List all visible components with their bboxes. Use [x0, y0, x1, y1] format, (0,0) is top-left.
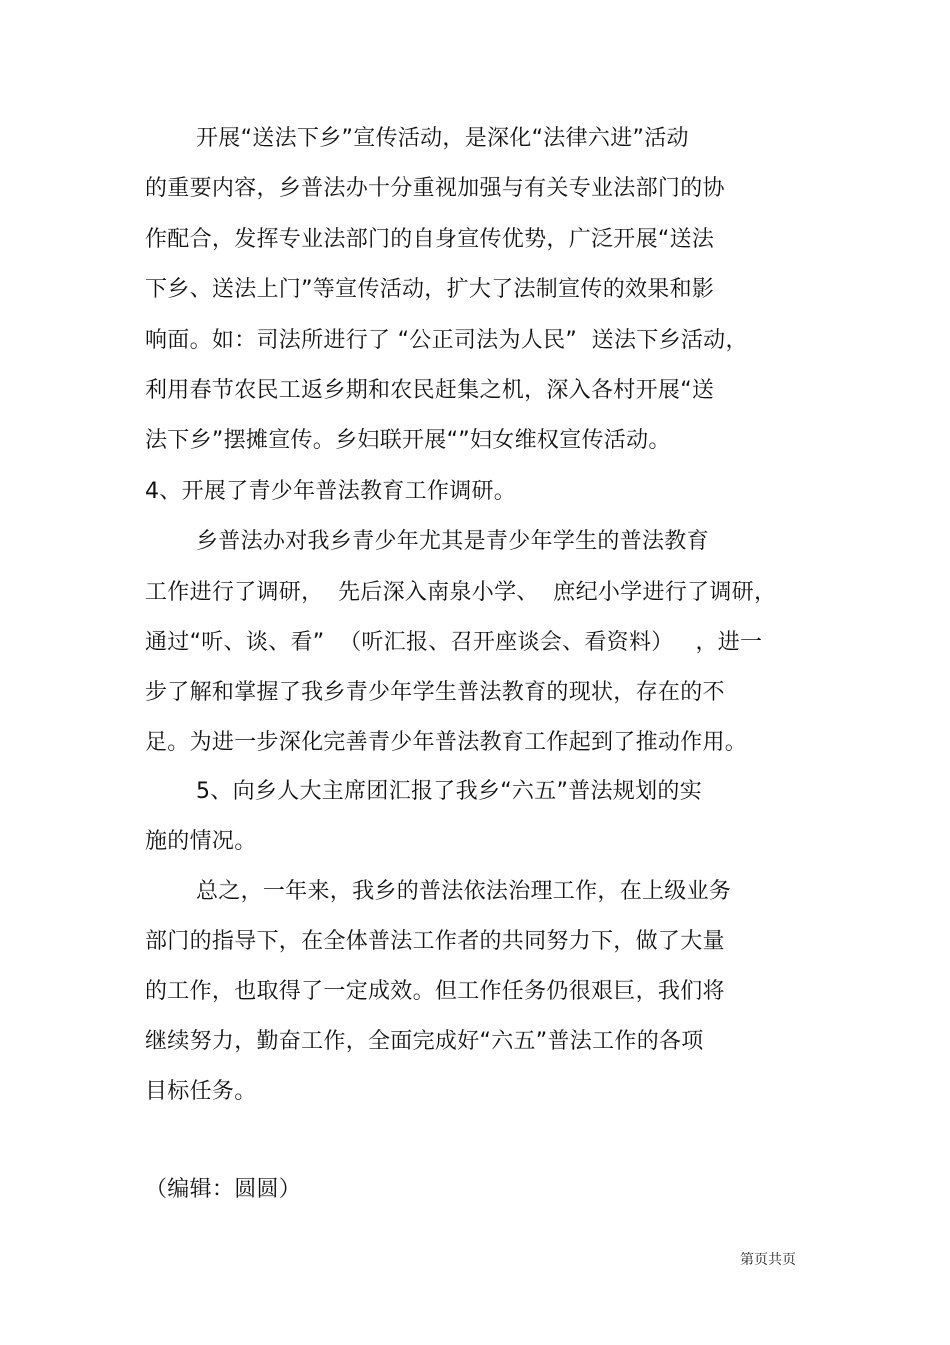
paragraph-line: 的工作，也取得了一定成效。但工作任务仍很艰巨，我们将: [145, 979, 725, 1004]
paragraph-line: 施的情况。: [145, 829, 257, 854]
paragraph-line: 作配合，发挥专业法部门的自身宣传优势，广泛开展“送法: [145, 227, 715, 252]
paragraph-line: 步了解和掌握了我乡青少年学生普法教育的现状，存在的不: [145, 680, 725, 705]
paragraph-line: 利用春节农民工返乡期和农民赶集之机，深入各村开展“送: [145, 378, 715, 403]
paragraph-line: 下乡、送法上门”等宣传活动，扩大了法制宣传的效果和影: [145, 277, 715, 302]
paragraph-line: 总之，一年来，我乡的普法依法治理工作，在上级业务: [196, 879, 732, 904]
paragraph-line: 开展“送法下乡”宣传活动，是深化“法律六进”活动: [196, 126, 689, 151]
paragraph-line: 足。为进一步深化完善青少年普法教育工作起到了推动作用。: [145, 730, 748, 755]
paragraph-line: 工作进行了调研， 先后深入南泉小学、 庶纪小学进行了调研，: [145, 580, 777, 605]
paragraph-line: 通过“听、谈、看” （听汇报、召开座谈会、看资料） ，进一: [145, 630, 763, 655]
paragraph-line: 法下乡”摆摊宣传。乡妇联开展“”妇女维权宣传活动。: [145, 428, 671, 453]
paragraph-line: 的重要内容，乡普法办十分重视加强与有关专业法部门的协: [145, 176, 725, 201]
paragraph-line: 部门的指导下，在全体普法工作者的共同努力下，做了大量: [145, 929, 725, 954]
paragraph-line: 响面。如：司法所进行了 “公正司法为人民” 送法下乡活动，: [145, 328, 748, 353]
section-heading: 5、向乡人大主席团汇报了我乡“六五”普法规划的实: [196, 779, 702, 804]
paragraph-line: 目标任务。: [145, 1079, 257, 1104]
paragraph-line: 乡普法办对我乡青少年尤其是青少年学生的普法教育: [196, 529, 709, 554]
paragraph-line: 继续努力，勤奋工作，全面完成好“六五”普法工作的各项: [145, 1029, 704, 1054]
editor-credit: （编辑：圆圆）: [145, 1177, 302, 1202]
section-heading: 4、开展了青少年普法教育工作调研。: [145, 479, 517, 504]
page-number-footer: 第页共页: [740, 1252, 796, 1268]
